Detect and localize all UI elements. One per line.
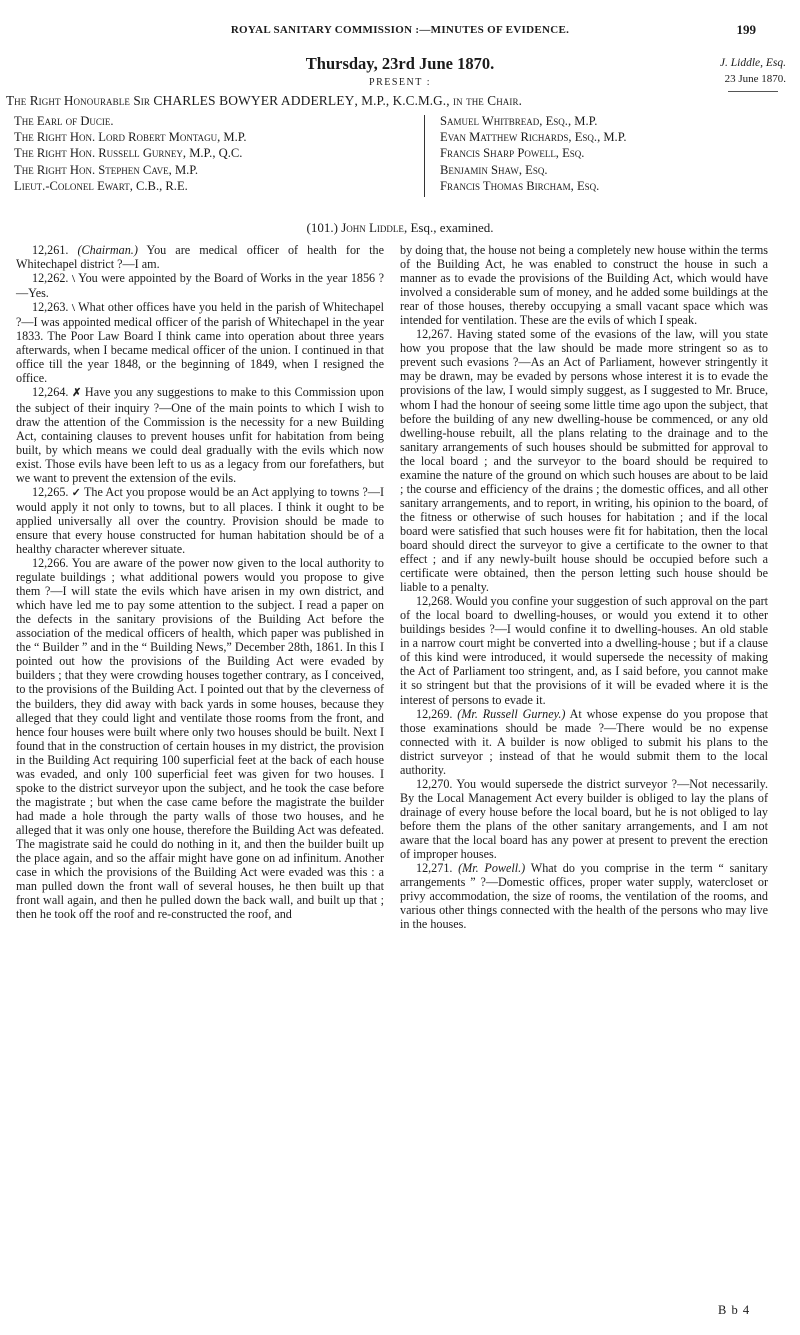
evidence-text: Have you any suggestions to make to this Commission upon the subject of their inquiry ?—One of the main points to which I wish to draw the attention of the Commission is the necessity for a new Building Act, containing clauses to prevent houses unfit for habitation from being built, by which means we could deal gradually with the evils which now exist. Those evils have been left to us as a legacy from our forefathers, but we want to prevent the extension of the evils.	[16, 385, 384, 485]
speaker-label: (Chairman.)	[77, 243, 138, 257]
evidence-paragraph	[400, 707, 768, 777]
page-number: 199	[736, 22, 756, 37]
evidence-paragraph	[16, 300, 384, 385]
attendees-divider	[424, 115, 425, 197]
question-number: 12,267.	[416, 327, 453, 342]
evidence-paragraph	[400, 777, 768, 861]
evidence-text: You were appointed by the Board of Works in the year 1856 ?—Yes.	[16, 271, 385, 301]
witness-name: John Liddle	[341, 220, 404, 235]
witness-heading	[0, 220, 800, 236]
speaker-label: (Mr. Russell Gurney.)	[457, 706, 566, 721]
evidence-paragraph	[400, 594, 768, 706]
witness-number: (101.)	[306, 220, 338, 235]
evidence-paragraph	[16, 243, 384, 271]
evidence-paragraph	[400, 327, 768, 594]
margin-mark: ✓	[71, 486, 81, 499]
question-number: 12,270.	[416, 776, 453, 791]
question-number: 12,262.	[32, 271, 69, 286]
evidence-text: You are aware of the power now given to the local authority to regulate buildings ; what additional powers would you propose to give them ?—I will state the evils which have arisen in my own district, and which have led me to pay some attention to the subject. I read a paper on the defects in the sanitary provisions of the Building Act before the association of the medical officers of health, which paper was published in the “ Builder ” and in the “ Building News,” December 28th, 1861. In this I pointed out how the provisions of the Building Act were evaded by builders ; that they were crowding houses together contrary, as I conceived, to the provisions of the Building Act. I pointed out that by the cleverness of the builders, they did away with back yards in some houses, because they alleged that they could light and ventilate those rooms from the front, and hence four houses were built where only two houses should be built. Next I found that in the construction of certain houses in my district, the provision in the Building Act requiring 100 superficial feet at the back of each house was evaded, and only 100 superficial feet was given for two houses. I spoke to the district surveyor upon the subject, and he took the case before the magistrate ; but when the case came before the magistrate the builder had made a hole through the party walls of those two houses, and he alleged that it was only one house, therefore the Building Act was defeated. The magistrate said he could do nothing in it, and then the builder built up the place again, and so the affair might have gone on ad infinitum. Another case in which the provisions of the Building Act were evaded was this : a man pulled down the front wall of several houses, he then built up that front wall again, and then he pulled down the back wall, and built up that ; then he took off the roof and re-constructed the roof, and	[16, 556, 384, 922]
attendee: Benjamin Shaw, Esq.	[440, 162, 548, 177]
chair-prefix: The Right Honourable Sir	[6, 93, 150, 108]
question-number: 12,271.	[416, 861, 453, 876]
chair-tail: in the Chair.	[453, 93, 522, 108]
signature-mark: B b 4	[718, 1303, 751, 1317]
evidence-paragraph	[400, 861, 768, 931]
question-number: 12,269.	[416, 706, 453, 721]
evidence-text: Would you confine your suggestion of such approval on the part of the local board to dwelling-houses, or would you extend it to other buildings besides ?—I would confine it to dwelling-houses. An old stable in a narrow court might be converted into a dwelling-house ; but if a clause of this kind were introduced, it would supersede the necessity of making the Act of Parliament too stringent, and, as I said before, you cannot make it so stringent but that the provisions of it will be evaded where it is the interest of persons to evade it.	[400, 594, 768, 707]
question-number: 12,261.	[32, 243, 69, 257]
margin-mark: \	[71, 273, 75, 286]
question-number: 12,263.	[32, 300, 69, 315]
running-head: ROYAL SANITARY COMMISSION :—MINUTES OF EVIDENCE.	[230, 24, 570, 36]
margin-rule	[728, 91, 778, 92]
attendee: Evan Matthew Richards, Esq., M.P.	[440, 130, 627, 145]
margin-date: 23 June 1870.	[724, 73, 786, 85]
question-number: 12,266.	[32, 556, 69, 571]
evidence-text: What other offices have you held in the parish of Whitechapel ?—I was appointed medical officer of the parish of Whitechapel in the year 1833. The Poor Law Board I think came into operation about three years afterwards, when I became medical officer of the union. I continued in that office till the year 1848, or the beginning of 1849, when I resigned the office.	[16, 300, 384, 386]
left-column	[16, 243, 384, 921]
chair-line	[6, 93, 766, 109]
attendees-right	[440, 113, 770, 194]
margin-mark: ✗	[72, 387, 82, 400]
attendee: The Right Hon. Lord Robert Montagu, M.P.	[14, 130, 247, 145]
evidence-text: You would supersede the district surveyor ?—Not necessarily. By the Local Management Act every builder is obliged to lay the plans of drainage of every house before the local board, but he is not obliged to lay before them the plans of the other sanitary arrangements, and I am not aware that the local board has any power at present to prevent the erection of improper houses.	[400, 776, 768, 862]
evidence-text: by doing that, the house not being a completely new house within the terms of the Building Act, he was enabled to construct the house in such a manner as to evade the provisions of the Building Act, which would have involved a considerable sum of money, and he added some buildings at the rear of those houses, thereby occupying a small vacant space which was intended for ventilation. These are the evils of which I speak.	[400, 243, 768, 328]
attendee: Lieut.-Colonel Ewart, C.B., R.E.	[14, 178, 188, 193]
evidence-text: The Act you propose would be an Act applying to towns ?—I would apply it not only to towns, but to all places. I think it ought to be applied universally all over the country. Provision should be made to ensure that every house constructed for human habitation should be of a healthy character wherever situate.	[16, 484, 384, 556]
attendee: Francis Sharp Powell, Esq.	[440, 146, 585, 161]
question-number: 12,264.	[32, 385, 69, 400]
chair-name: CHARLES BOWYER ADDERLEY	[153, 93, 355, 108]
attendee: The Right Hon. Stephen Cave, M.P.	[14, 162, 199, 177]
attendee: The Earl of Ducie.	[14, 114, 114, 128]
attendees-left	[14, 113, 324, 194]
evidence-text: Having stated some of the evasions of the law, will you state how you propose that the law should be made more stringent so as to prevent such evasions ?—As an Act of Parliament, however stringently it may be drawn, may be evaded by persons whose interest it is to evade the provisions of the law, I would simply suggest, as I suggested to Mr. Bruce, whom I had the honour of seeing some little time ago upon the subject, that before the building of any new dwelling-house be commenced, or any old dwelling-house rebuilt, all the plans relating to the drainage and to the sanitary arrangements of such houses should be submitted for approval to the local board ; and the surveyor to the board should be required to examine the nature of the ground on which such houses are about to be laid ; the course and efficiency of the drains ; the domestic offices, and all other sanitary arrangements, and to report, in writing, his opinion to the board, of the fitness or otherwise of such houses for habitation ; and if the local board were satisfied that such houses were fit for habitation, then the local board should direct the surveyor to give a certificate to the owner to that effect ; and if any newly-built house should be occupied before such a certificate were obtained, then the person letting such house should be liable to a penalty.	[400, 327, 768, 595]
evidence-paragraph	[16, 271, 384, 300]
evidence-paragraph	[400, 243, 768, 327]
evidence-paragraph	[16, 556, 384, 921]
right-column	[400, 243, 768, 931]
evidence-paragraph	[16, 485, 384, 556]
witness-suffix: , Esq., examined.	[403, 220, 494, 235]
question-number: 12,265.	[32, 484, 69, 499]
speaker-label: (Mr. Powell.)	[458, 861, 526, 876]
margin-mark: \	[71, 302, 75, 315]
attendee: The Right Hon. Russell Gurney, M.P., Q.C.	[14, 146, 243, 161]
evidence-text: At whose expense do you propose that those examinations should be made ?—There would be no expense connected with it. A builder is now obliged to submit his plans to the district surveyor ; instead of that he would submit them to the local authority.	[400, 706, 769, 777]
question-number: 12,268.	[416, 594, 453, 609]
present-label: PRESENT :	[369, 77, 431, 88]
attendee: Francis Thomas Bircham, Esq.	[440, 178, 600, 193]
evidence-text: What do you comprise in the term “ sanitary arrangements ” ?—Domestic offices, proper water supply, watercloset or privy accommodation, the size of rooms, the ventilation of the rooms, and various other things connected with the health of the persons who may live in the houses.	[400, 861, 768, 932]
margin-witness-name: J. Liddle, Esq.	[719, 57, 786, 69]
evidence-text: You are medical officer of health for the Whitechapel district ?—I am.	[16, 243, 384, 272]
evidence-paragraph	[16, 385, 384, 484]
session-date: Thursday, 23rd June 1870.	[305, 54, 495, 73]
attendee: Samuel Whitbread, Esq., M.P.	[440, 114, 598, 128]
chair-suffix: , M.P., K.C.M.G.,	[354, 93, 450, 108]
